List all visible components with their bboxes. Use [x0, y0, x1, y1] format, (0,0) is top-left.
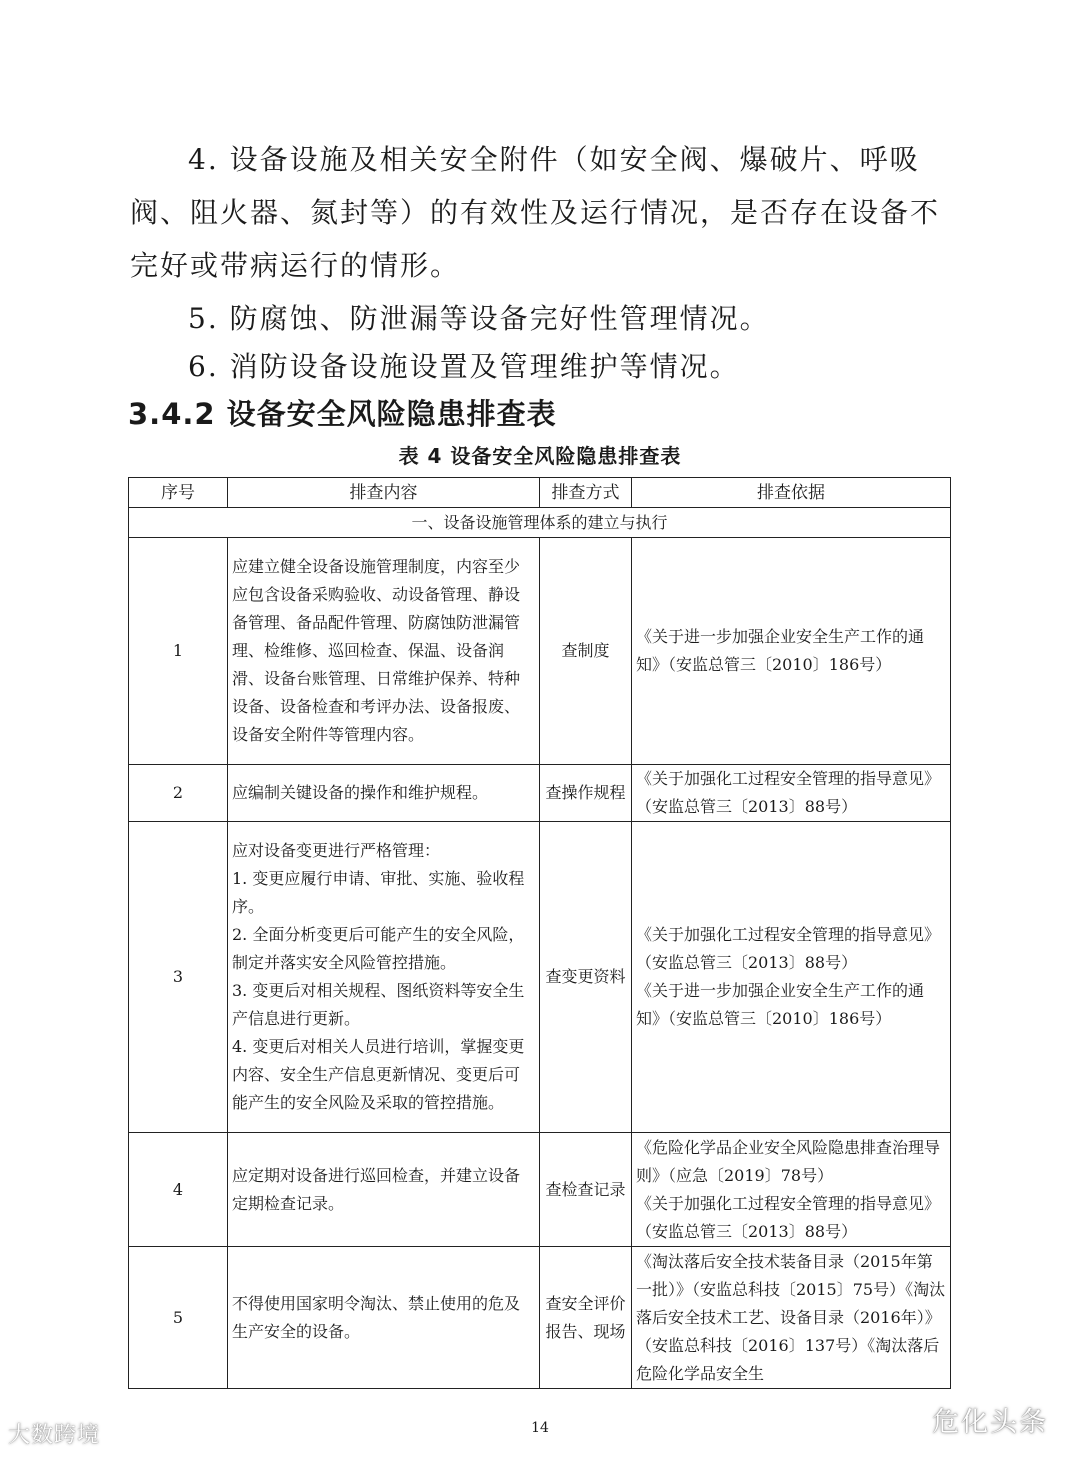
page-number: 14 — [531, 1420, 549, 1436]
paragraph-5: 5. 防腐蚀、防泄漏等设备完好性管理情况。 — [188, 302, 770, 335]
row-content-line: 1. 变更应履行申请、审批、实施、验收程序。 — [232, 869, 525, 916]
row-method: 查制度 — [540, 538, 632, 765]
row-basis-line: 《关于加强化工过程安全管理的指导意见》（安监总管三〔2013〕88号） — [636, 925, 941, 972]
row-number: 2 — [129, 765, 228, 822]
watermark-right-text: 危化头条 — [932, 1407, 1048, 1438]
table-row — [129, 765, 951, 822]
section-row — [129, 508, 951, 538]
col-header-content: 排查内容 — [228, 478, 540, 508]
row-number: 4 — [129, 1133, 228, 1247]
row-content-line: 4. 变更后对相关人员进行培训，掌握变更内容、安全生产信息更新情况、变更后可能产生的安全风险及采取的管控措施。 — [232, 1037, 525, 1112]
row-content-line: 2. 全面分析变更后可能产生的安全风险，制定并落实安全风险管控措施。 — [232, 925, 525, 972]
row-method: 查变更资料 — [540, 822, 632, 1133]
row-basis — [632, 822, 951, 1133]
row-basis-line: 《关于进一步加强企业安全生产工作的通知》（安监总管三〔2010〕186号） — [636, 981, 925, 1028]
paragraph-6: 6. 消防设备设施设置及管理维护等情况。 — [188, 350, 740, 383]
table-caption: 表 4 设备安全风险隐患排查表 — [398, 444, 682, 468]
table-row — [129, 822, 951, 1133]
row-content — [228, 822, 540, 1133]
row-method: 查检查记录 — [540, 1133, 632, 1247]
table-header-row — [129, 478, 951, 508]
row-content-line: 3. 变更后对相关规程、图纸资料等安全生产信息进行更新。 — [232, 981, 525, 1028]
table-row — [129, 1133, 951, 1247]
wechat-icon — [888, 1405, 924, 1435]
table-row — [129, 538, 951, 765]
row-content: 应定期对设备进行巡回检查，并建立设备定期检查记录。 — [228, 1133, 540, 1247]
row-basis-line: 《危险化学品企业安全风险隐患排查治理导则》（应急〔2019〕78号） — [636, 1137, 941, 1185]
section-heading: 3.4.2 设备安全风险隐患排查表 — [128, 397, 557, 431]
row-basis: 《关于进一步加强企业安全生产工作的通知》（安监总管三〔2010〕186号） — [632, 538, 951, 765]
watermark-left — [8, 1418, 100, 1449]
row-content: 应建立健全设备设施管理制度，内容至少应包含设备采购验收、动设备管理、静设备管理、备品配件管理、防腐蚀防泄漏管理、检维修、巡回检查、保温、设备润滑、设备台账管理、日常维护保养、特种设备、设备检查和考评办法、设备报废、设备安全附件等管理内容。 — [228, 538, 540, 765]
row-basis — [632, 1133, 951, 1247]
inspection-table — [128, 477, 951, 1389]
row-content: 应编制关键设备的操作和维护规程。 — [228, 765, 540, 822]
paragraph-4: 4. 设备设施及相关安全附件（如安全阀、爆破片、呼吸阀、阻火器、氮封等）的有效性及运行情况，是否存在设备不完好或带病运行的情形。 — [130, 143, 941, 282]
watermark-right — [888, 1400, 1048, 1439]
row-number: 1 — [129, 538, 228, 765]
watermark-left-text: 大数跨境 — [8, 1423, 101, 1448]
row-basis-line: 《关于加强化工过程安全管理的指导意见》（安监总管三〔2013〕88号） — [636, 1193, 941, 1241]
row-number: 3 — [129, 822, 228, 1133]
table-row — [129, 1247, 951, 1389]
col-header-basis: 排查依据 — [632, 478, 951, 508]
col-header-no: 序号 — [129, 478, 228, 508]
row-number: 5 — [129, 1247, 228, 1389]
col-header-method: 排查方式 — [540, 478, 632, 508]
row-method: 查操作规程 — [540, 765, 632, 822]
row-method: 查安全评价报告、现场 — [540, 1247, 632, 1389]
row-basis: 《关于加强化工过程安全管理的指导意见》（安监总管三〔2013〕88号） — [632, 765, 951, 822]
row-basis: 《淘汰落后安全技术装备目录（2015年第一批）》（安监总科技〔2015〕75号）《淘汰落后安全技术工艺、设备目录（2016年）》（安监总科技〔2016〕137号）《淘汰落后危险化学品安全生 — [632, 1247, 951, 1389]
row-content: 不得使用国家明令淘汰、禁止使用的危及生产安全的设备。 — [228, 1247, 540, 1389]
section-title: 一、设备设施管理体系的建立与执行 — [129, 508, 951, 538]
row-content-line: 应对设备变更进行严格管理： — [232, 841, 441, 860]
